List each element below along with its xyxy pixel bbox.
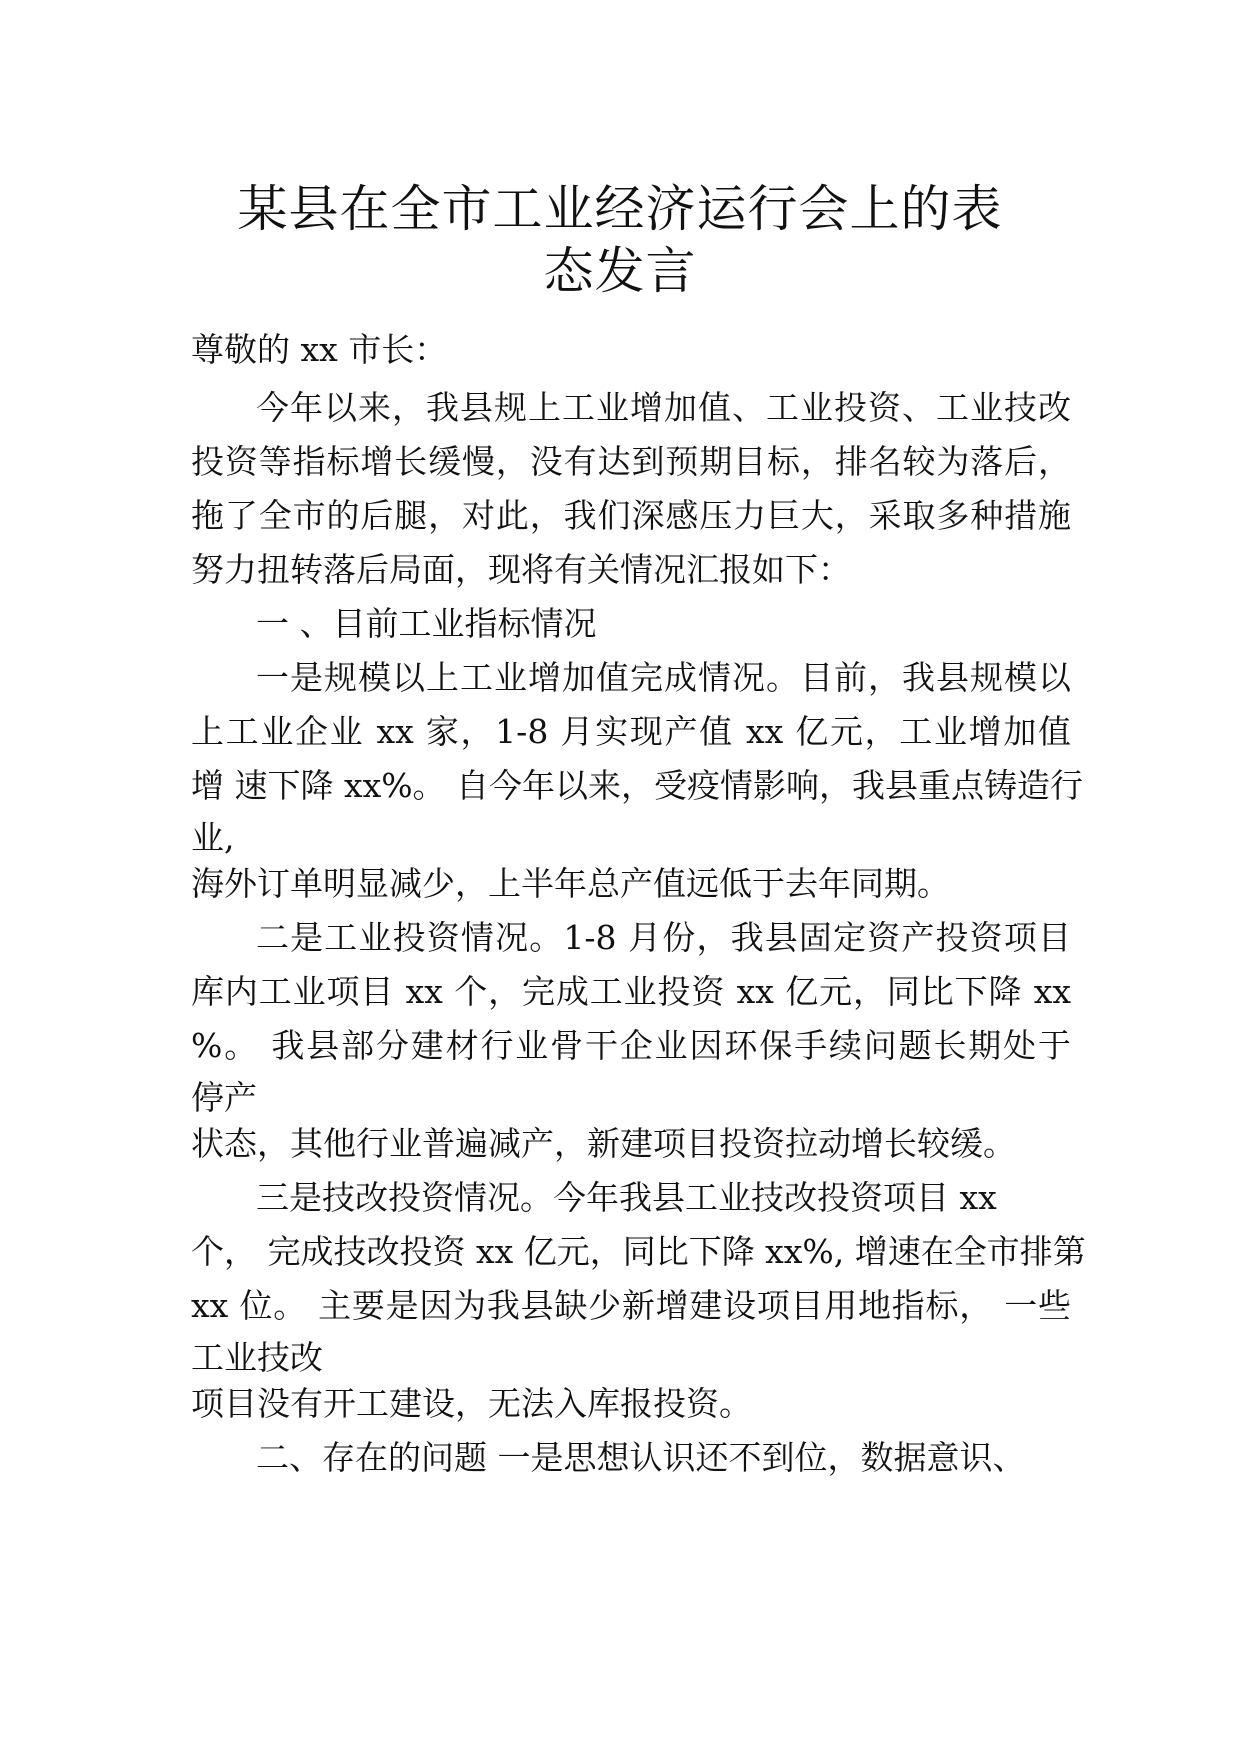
paragraph-line: 库内工业项目 xx 个，完成工业投资 xx 亿元，同比下降 xx <box>191 972 1071 1011</box>
paragraph-line: 一是规模以上工业增加值完成情况。目前，我县规模以 <box>256 658 1071 697</box>
paragraph-line: 停产 <box>191 1078 257 1117</box>
paragraph-line: 个， 完成技改投资 xx 亿元，同比下降 xx%, 增速在全市排第 <box>191 1232 1086 1271</box>
paragraph-line: 增 速下降 xx%。 自今年以来，受疫情影响，我县重点铸造行 <box>191 766 1084 805</box>
section-heading: 二、存在的问题 一是思想认识还不到位，数据意识、 <box>256 1438 1026 1477</box>
section-heading: 一 、目前工业指标情况 <box>256 604 597 643</box>
paragraph-line: %。 我县部分建材行业骨干企业因环保手续问题长期处于 <box>191 1026 1071 1065</box>
paragraph-line: 工业技改 <box>191 1338 323 1377</box>
paragraph-line: 三是技改投资情况。今年我县工业技改投资项目 xx <box>256 1178 997 1217</box>
paragraph-line: 海外订单明显减少，上半年总产值远低于去年同期。 <box>191 864 950 903</box>
paragraph-line: 努力扭转落后局面，现将有关情况汇报如下： <box>191 550 851 589</box>
document-title-line-1: 某县在全市工业经济运行会上的表 <box>237 180 1003 238</box>
salutation: 尊敬的 xx 市长： <box>191 330 448 369</box>
paragraph-line: 上工业企业 xx 家，1-8 月实现产值 xx 亿元，工业增加值 <box>191 712 1071 751</box>
document-title-line-2: 态发言 <box>543 242 697 300</box>
paragraph-line: 投资等指标增长缓慢，没有达到预期目标，排名较为落后， <box>191 442 1071 481</box>
paragraph-line: 业, <box>191 818 235 857</box>
paragraph-line: 二是工业投资情况。1-8 月份，我县固定资产投资项目 <box>256 918 1071 957</box>
paragraph-line: 状态，其他行业普遍减产，新建项目投资拉动增长较缓。 <box>191 1124 1016 1163</box>
paragraph-line: 项目没有开工建设，无法入库报投资。 <box>191 1384 752 1423</box>
paragraph-line: 今年以来，我县规上工业增加值、工业投资、工业技改 <box>256 388 1071 427</box>
paragraph-line: xx 位。 主要是因为我县缺少新增建设项目用地指标， 一些 <box>191 1286 1071 1325</box>
paragraph-line: 拖了全市的后腿，对此，我们深感压力巨大，采取多种措施 <box>191 496 1071 535</box>
